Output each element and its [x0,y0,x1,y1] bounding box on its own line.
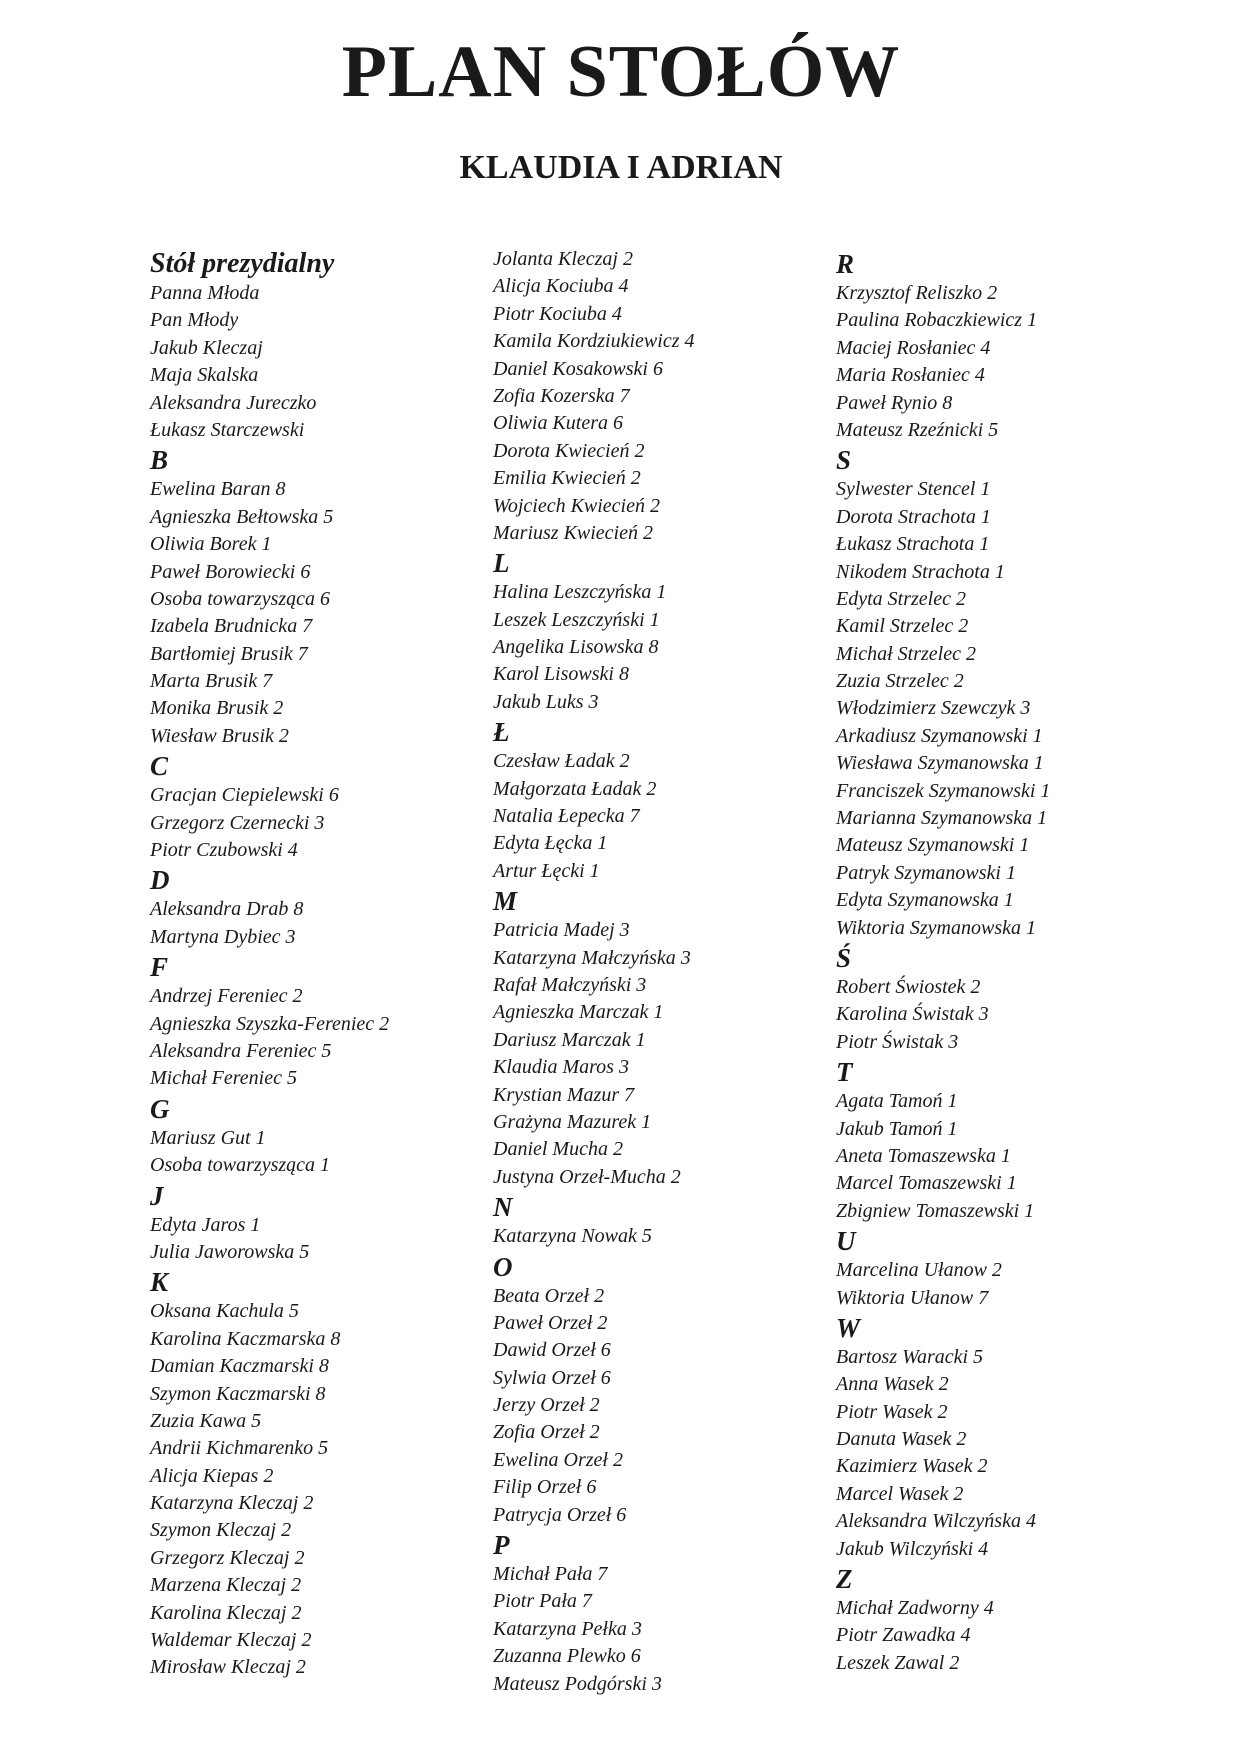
guest-name: Leszek Leszczyński 1 [493,608,660,631]
guest-name: Agnieszka Szyszka-Fereniec 2 [150,1012,390,1035]
guest-name: Dorota Kwiecień 2 [493,439,645,462]
guest-section [836,942,1166,1056]
guest-name: Michał Strzelec 2 [836,642,976,665]
guest-name: Panna Młoda [150,282,260,304]
guest-name: Maciej Rosłaniec 4 [836,336,991,359]
letter-heading: D [150,865,170,896]
guest-name: Zuzia Kawa 5 [150,1409,262,1432]
guest-name: Mariusz Kwiecień 2 [493,521,653,544]
guest-name: Paweł Rynio 8 [836,391,953,414]
guest-name: Sylwia Orzeł 6 [493,1366,611,1389]
letter-heading: F [150,952,169,983]
guest-name: Andrzej Fereniec 2 [150,985,303,1008]
letter-heading: J [150,1180,164,1211]
guest-name: Mateusz Rzeźnicki 5 [836,418,999,441]
guest-name: Damian Kaczmarski 8 [150,1355,329,1378]
guest-name: Mateusz Szymanowski 1 [836,834,1030,857]
guest-name: Katarzyna Małczyńska 3 [493,946,691,969]
letter-heading: Z [836,1564,853,1595]
guest-name: Alicja Kociuba 4 [493,275,629,298]
guest-name: Piotr Wasek 2 [836,1400,948,1423]
guest-name: Filip Orzeł 6 [493,1476,597,1499]
guest-section [836,1225,1166,1312]
guest-name: Piotr Czubowski 4 [150,839,298,862]
guest-name: Agata Tamoń 1 [836,1090,958,1113]
guest-name: Mariusz Gut 1 [150,1126,266,1149]
guest-name: Martyna Dybiec 3 [150,925,296,948]
guest-name: Jakub Kleczaj [150,336,263,359]
guest-name: Rafał Małczyński 3 [493,973,647,996]
guest-name: Klaudia Maros 3 [493,1056,629,1079]
guest-section [150,1093,480,1180]
couple-names: KLAUDIA I ADRIAN [459,149,783,186]
guest-name: Ewelina Orzeł 2 [493,1448,623,1471]
guest-name: Michał Zadworny 4 [836,1597,994,1620]
guest-name: Franciszek Szymanowski 1 [836,779,1051,802]
guest-name: Leszek Zawal 2 [836,1651,960,1674]
guest-name: Jakub Luks 3 [493,690,599,713]
letter-heading: T [836,1057,853,1088]
guest-name: Krystian Mazur 7 [493,1083,635,1106]
guest-name: Katarzyna Kleczaj 2 [150,1492,314,1515]
guest-name: Michał Fereniec 5 [150,1067,297,1090]
guest-name: Oliwia Kutera 6 [493,412,624,435]
guest-name: Grzegorz Czernecki 3 [150,811,325,834]
column-3 [836,248,1166,1677]
guest-name: Nikodem Strachota 1 [836,560,1005,583]
letter-heading: M [493,886,518,917]
guest-name: Patryk Szymanowski 1 [836,861,1016,884]
guest-name: Kamil Strzelec 2 [836,615,969,638]
guest-name: Czesław Ładak 2 [493,750,630,773]
guest-name: Alicja Kiepas 2 [150,1464,274,1487]
guest-name: Aleksandra Drab 8 [150,898,304,921]
guest-name: Marcel Tomaszewski 1 [836,1172,1017,1195]
guest-name: Aleksandra Wilczyńska 4 [836,1510,1036,1533]
guest-name: Zofia Kozerska 7 [493,384,630,407]
guest-name: Wiesław Brusik 2 [150,724,289,747]
letter-heading: U [836,1226,856,1257]
guest-name: Wojciech Kwiecień 2 [493,494,660,517]
guest-name: Aneta Tomaszewska 1 [836,1144,1011,1167]
guest-name: Bartosz Waracki 5 [836,1345,984,1368]
guest-name: Katarzyna Nowak 5 [493,1225,652,1248]
guest-name: Maja Skalska [150,364,259,387]
guest-name: Agnieszka Bełtowska 5 [150,505,334,528]
letter-heading: N [493,1192,513,1223]
guest-name: Emilia Kwiecień 2 [493,467,641,490]
guest-name: Marianna Szymanowska 1 [836,807,1048,830]
guest-name: Angelika Lisowska 8 [493,636,659,659]
guest-section [150,1266,480,1681]
guest-name: Szymon Kleczaj 2 [150,1519,292,1542]
guest-name: Pan Młody [150,309,239,332]
guest-name: Zofia Orzeł 2 [493,1421,600,1444]
guest-name: Kazimierz Wasek 2 [836,1455,988,1478]
guest-name: Edyta Jaros 1 [150,1213,261,1236]
head-table-heading: Stół prezydialny [150,248,335,279]
guest-name: Grażyna Mazurek 1 [493,1110,652,1133]
guest-section [493,1529,823,1698]
guest-name: Artur Łęcki 1 [493,859,600,882]
guest-name: Edyta Łęcka 1 [493,832,608,855]
guest-section [493,716,823,885]
guest-name: Patricia Madej 3 [493,919,630,942]
guest-name: Agnieszka Marczak 1 [493,1001,664,1024]
guest-name: Patrycja Orzeł 6 [493,1503,627,1526]
guest-section [150,1180,480,1267]
guest-name: Szymon Kaczmarski 8 [150,1382,326,1405]
guest-name: Daniel Mucha 2 [493,1138,623,1161]
guest-name: Monika Brusik 2 [150,697,284,720]
guest-section [836,444,1166,942]
guest-name: Marcelina Ułanow 2 [836,1259,1002,1282]
guest-name: Piotr Kociuba 4 [493,302,622,325]
guest-name: Wiktoria Ułanow 7 [836,1286,989,1309]
guest-section [493,547,823,716]
guest-section [493,885,823,1191]
letter-heading: W [836,1312,861,1343]
letter-heading: R [836,249,855,279]
guest-section [493,246,823,547]
column-1 [150,248,480,1682]
guest-name: Marta Brusik 7 [150,670,273,693]
letter-heading: C [150,751,169,782]
guest-name: Oliwia Borek 1 [150,533,272,556]
guest-name: Andrii Kichmarenko 5 [150,1437,329,1460]
guest-name: Włodzimierz Szewczyk 3 [836,697,1031,720]
guest-name: Julia Jaworowska 5 [150,1240,310,1263]
guest-name: Wiktoria Szymanowska 1 [836,916,1036,939]
guest-name: Beata Orzeł 2 [493,1284,605,1307]
guest-section [493,1191,823,1250]
guest-name: Osoba towarzysząca 6 [150,587,331,610]
letter-heading: G [150,1093,170,1124]
guest-name: Dawid Orzeł 6 [493,1339,611,1362]
guest-section [836,1312,1166,1563]
guest-name: Paulina Robaczkiewicz 1 [836,309,1038,332]
guest-name: Ewelina Baran 8 [150,478,286,501]
guest-name: Jakub Tamoń 1 [836,1117,958,1140]
guest-name: Osoba towarzysząca 1 [150,1154,331,1177]
letter-heading: B [150,445,169,476]
guest-name: Paweł Orzeł 2 [493,1311,608,1334]
guest-section [150,864,480,951]
guest-section [150,750,480,864]
guest-name: Mateusz Podgórski 3 [493,1672,662,1695]
guest-name: Zuzanna Plewko 6 [493,1645,641,1668]
guest-name: Karolina Świstak 3 [836,1003,989,1026]
guest-name: Jakub Wilczyński 4 [836,1537,989,1560]
guest-name: Izabela Brudnicka 7 [150,615,313,638]
guest-name: Wiesława Szymanowska 1 [836,752,1044,775]
guest-name: Anna Wasek 2 [836,1373,949,1396]
guest-name: Kamila Kordziukiewicz 4 [493,330,695,353]
guest-name: Waldemar Kleczaj 2 [150,1629,312,1652]
guest-name: Aleksandra Fereniec 5 [150,1039,332,1062]
guest-name: Jerzy Orzeł 2 [493,1394,600,1417]
letter-heading: K [150,1267,169,1298]
guest-name: Dorota Strachota 1 [836,505,991,528]
guest-name: Grzegorz Kleczaj 2 [150,1546,305,1569]
guest-name: Łukasz Strachota 1 [836,533,990,556]
letter-heading: Ś [836,942,852,973]
letter-heading: O [493,1251,513,1282]
guest-name: Marzena Kleczaj 2 [150,1574,302,1597]
guest-name: Gracjan Ciepielewski 6 [150,784,339,807]
guest-name: Marcel Wasek 2 [836,1482,964,1505]
guest-section [150,248,480,444]
guest-name: Robert Świostek 2 [836,975,981,998]
guest-section [150,951,480,1093]
guest-section [493,1251,823,1530]
guest-name: Dariusz Marczak 1 [493,1028,646,1051]
guest-name: Justyna Orzeł-Mucha 2 [493,1165,681,1188]
guest-name: Edyta Szymanowska 1 [836,889,1014,912]
column-2 [493,246,823,1698]
guest-section [150,444,480,750]
guest-name: Piotr Pała 7 [493,1590,592,1613]
guest-name: Oksana Kachula 5 [150,1300,299,1323]
guest-name: Zuzia Strzelec 2 [836,670,964,693]
guest-name: Małgorzata Ładak 2 [493,777,657,800]
letter-heading: L [493,548,510,579]
guest-section [836,1056,1166,1225]
page-title: PLAN STOŁÓW [341,31,901,113]
guest-section [836,248,1166,444]
guest-name: Arkadiusz Szymanowski 1 [836,724,1043,747]
guest-name: Edyta Strzelec 2 [836,587,966,610]
guest-name: Łukasz Starczewski [150,418,305,441]
guest-name: Karolina Kaczmarska 8 [150,1327,341,1350]
guest-name: Maria Rosłaniec 4 [836,364,985,387]
guest-name: Daniel Kosakowski 6 [493,357,663,380]
guest-name: Jolanta Kleczaj 2 [493,248,633,270]
guest-name: Karolina Kleczaj 2 [150,1601,302,1624]
guest-name: Katarzyna Pełka 3 [493,1617,642,1640]
letter-heading: P [493,1530,510,1561]
letter-heading: S [836,445,852,476]
guest-name: Sylwester Stencel 1 [836,478,991,501]
guest-name: Aleksandra Jureczko [150,391,317,414]
guest-name: Zbigniew Tomaszewski 1 [836,1199,1035,1222]
guest-name: Piotr Zawadka 4 [836,1624,971,1647]
guest-name: Mirosław Kleczaj 2 [150,1656,306,1679]
guest-name: Paweł Borowiecki 6 [150,560,311,583]
guest-name: Piotr Świstak 3 [836,1030,959,1053]
guest-name: Natalia Łepecka 7 [493,805,640,828]
letter-heading: Ł [493,717,510,748]
guest-name: Halina Leszczyńska 1 [493,581,667,604]
guest-name: Bartłomiej Brusik 7 [150,642,308,665]
guest-name: Danuta Wasek 2 [836,1428,967,1451]
guest-section [836,1563,1166,1677]
guest-name: Krzysztof Reliszko 2 [836,282,998,304]
guest-name: Karol Lisowski 8 [493,663,629,686]
guest-name: Michał Pała 7 [493,1563,608,1586]
